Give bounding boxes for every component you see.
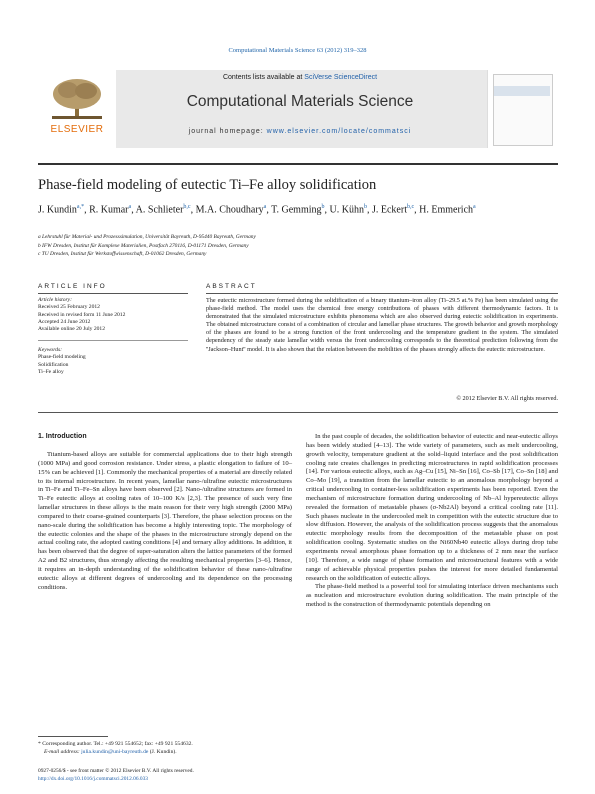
email-link[interactable]: julia.kundin@uni-bayreuth.de	[81, 749, 149, 755]
author-affiliation-marker[interactable]: b,c	[406, 204, 415, 210]
sciencedirect-link[interactable]: SciVerse ScienceDirect	[304, 74, 378, 81]
author-separator: ,	[366, 204, 372, 216]
article-info	[38, 297, 188, 333]
history-label: Article history:	[38, 297, 73, 303]
publisher-name: ELSEVIER	[50, 124, 104, 135]
author-affiliation-marker[interactable]: a	[128, 204, 132, 210]
issn-line: 0927-0256/$ - see front matter © 2012 Elsevier B.V. All rights reserved.	[38, 768, 194, 774]
author-affiliation-marker[interactable]: a	[473, 204, 476, 210]
abstract-rule	[206, 293, 558, 294]
author-affiliation-marker[interactable]: a,*	[76, 204, 85, 210]
homepage-link[interactable]: www.elsevier.com/locate/commatsci	[266, 128, 412, 135]
author-name: J. Kundin	[38, 204, 77, 216]
abstract-bottom-rule	[38, 412, 558, 413]
author-affiliation-marker[interactable]: b	[363, 204, 367, 210]
author-affiliation-marker[interactable]: b	[321, 204, 325, 210]
author-list	[38, 200, 538, 217]
keyword-1: Phase-field modeling	[38, 354, 86, 361]
keyword-2: Solidification	[38, 361, 69, 368]
abstract-heading: ABSTRACT	[206, 283, 257, 290]
author-name: T. Gemming	[271, 204, 322, 216]
left-column-text	[38, 451, 292, 593]
author-separator: ,	[324, 204, 330, 216]
journal-cover-thumbnail	[493, 74, 553, 146]
cover-band	[494, 86, 550, 96]
affiliation-a: a Lehrstuhl für Material- und Prozesssimulation, Universität Bayreuth, D-95440 Bayreuth, Germany	[38, 234, 256, 240]
keywords-label: Keywords:	[38, 347, 63, 353]
affiliations	[38, 233, 558, 259]
section-heading-introduction: 1. Introduction	[38, 433, 87, 440]
abstract-text: The eutectic microstructure formed during the solidification of a binary titanium–iron alloy (Ti–29.5 at.% Fe) has been simulated using the phase-field method. The model uses the chemical free energy contributions of phases with different thermodynamic factors. It is demonstrated that the simulated microstructure exhibits phenomena which are also observed during eutectic solidification in experiments. The obtained microstructure consist of a combination of circular and lamellar phase structures. The growth behavior and growth morphology of the phases are found to be a strong function of the front undercooling and the temperature gradient in the system. The simulated dependency of the steady state lamellar width versus the front undercooling corresponds to the theoretical prediction following from the ''Jackson–Hunt'' model. It is also shown that the relation between the mobilities of the phases strongly affects the eutectic microstructure.	[206, 297, 558, 353]
author-affiliation-marker[interactable]: b,c	[183, 204, 191, 210]
affiliation-c: c TU Dresden, Institut für Werkstoffwissenschaft, D-01062 Dresden, Germany	[38, 251, 207, 258]
history-received: Received 25 February 2012	[38, 304, 100, 311]
keyword-3: Ti–Fe alloy	[38, 368, 64, 375]
author-name: J. Eckert	[371, 204, 407, 216]
history-revised: Received in revised form 11 June 2012	[38, 311, 126, 318]
article-info-heading: ARTICLE INFO	[38, 283, 107, 290]
footnote-rule	[38, 736, 108, 737]
author-separator: ,	[190, 204, 196, 216]
author-name: R. Kumar	[89, 204, 129, 216]
article-title: Phase-field modeling of eutectic Ti–Fe alloy solidification	[38, 177, 377, 193]
doi-link[interactable]: http://dx.doi.org/10.1016/j.commatsci.2012.06.033	[38, 776, 148, 782]
author-separator: ,	[414, 204, 417, 216]
history-accepted: Accepted 24 June 2012	[38, 318, 91, 325]
journal-title: Computational Materials Science	[186, 93, 414, 110]
intro-paragraph-1: Titanium-based alloys are suitable for commercial applications due to their high strength (1000 MPa) and good corrosion resistance. Under stress, a plastic elongation to failure of 10–15% can be achieved [1]. Commonly the mechanical properties of a material are directly related to its internal microstructure. In recent years, lamellar nano-/ultrafine eutectic microstructures in Ti–Fe and Ti–Fe–Sn alloys have been observed [2]. Nano-/ultrafine structures are formed in Ti–Fe eutectic alloys at cooling rates of 10–100 K/s [2,3]. The presence of such very fine lamellar structures in these alloys is the main reason for their very high strength (2000 MPa) compared to their coarse-grained counterparts [3]. Therefore, the phase selection process on the nano-scale during the solidification has become a highly interesting topic. The morphology of the eutectic colonies and the shape of the phases in the microstructure strongly depend on the actual cooling rate, the adopted casting conditions [4] and ternary alloy additions. In addition, it has been observed that the degree of super-saturation alters the lattice parameters of the formed A2 and B2 structures, thus strongly affecting the resulting mechanical properties [3–6]. Hence, it requires an in-depth understanding of the solidification behavior of these nano-/ultrafine eutectic alloys at different degrees of undercooling and its dependence on the processing conditions.	[38, 451, 292, 591]
author-name: A. Schlieter	[135, 204, 184, 216]
author-name: U. Kühn	[329, 204, 364, 216]
email-line	[38, 748, 292, 756]
contents-prefix: Contents lists available at	[222, 74, 305, 81]
email-label: E-mail address:	[44, 749, 82, 755]
bottom-matter	[38, 767, 292, 783]
info-divider	[38, 340, 188, 341]
history-online: Available online 20 July 2012	[38, 326, 106, 333]
corresponding-author: * Corresponding author. Tel.: +49 921 554652; fax: +49 921 554632.	[38, 741, 193, 747]
intro-paragraph-3: The phase-field method is a powerful tool for simulating interface driven mechanisms such as nucleation and microstructure evolution during solidification. The main principle of the method is the construction of thermodynamic potentials depending on	[306, 583, 558, 609]
email-suffix: (J. Kundin).	[148, 749, 177, 755]
author-separator: ,	[84, 204, 90, 216]
author-name: M.A. Choudhary	[195, 204, 264, 216]
copyright: © 2012 Elsevier B.V. All rights reserved.	[456, 395, 558, 402]
homepage-prefix: journal homepage:	[188, 128, 267, 135]
affiliation-b: b IFW Dresden, Institut für Komplexe Materialien, Postfach 270116, D-01171 Dresden, Germany	[38, 242, 249, 249]
info-rule	[38, 293, 188, 294]
header-rule	[38, 163, 558, 165]
intro-paragraph-2: In the past couple of decades, the solidification behavior of eutectic and near-eutectic alloys has been widely studied [4–13]. The wide variety of parameters, such as melt undercooling, growth velocity, temperature gradient at the solid–liquid interface and the post solidification cooling rate creates challenges in predicting microstructures in rapid solidification processes [14]. For various eutectic alloys, such as Ag–Cu [15], Ni–Sn [16], Co–Sb [17], Co–Sn [18] and Co–Mo [19], a transition from the lamellar eutectic to an anomalous morphology beyond a critical undercooling in container-less solidification experiments has been reported. Even the mechanism of microstructure formation during undercooling of Nb–Al hypereutectic alloys revealed the formation of metastable phases (σ-Nb2Al) beyond a critical cooling rate [11]. Such phases nucleate in the undercooled melt in competition with the eutectic structure due to slow diffusion. However, the analysis of the solidification process suggests that the anomalous eutectic morphology results from the decomposition of the metastable phase on post solidification cooling. Systematic studies on the Ni60Nb40 eutectic alloys during drop tube experiments reveal amorphous phase formation up to a thickness of 2 mm near the surface [10]. Therefore, a wide range of phase formation and microstructural features with a wide range of achievable physical properties pushes the interest for more detailed fundamental research on the solidification of eutectic alloys.	[306, 433, 558, 582]
keywords	[38, 347, 188, 376]
journal-homepage	[120, 128, 480, 135]
contents-line	[120, 74, 480, 81]
footnote	[38, 740, 292, 756]
journal-reference[interactable]: Computational Materials Science 63 (2012) 319–328	[228, 47, 367, 54]
author-separator: ,	[131, 204, 136, 216]
author-name: H. Emmerich	[419, 204, 474, 216]
elsevier-tree-logo	[48, 76, 106, 120]
author-affiliation-marker[interactable]: a	[263, 204, 267, 210]
right-column-text	[306, 433, 558, 610]
author-separator: ,	[266, 204, 272, 216]
